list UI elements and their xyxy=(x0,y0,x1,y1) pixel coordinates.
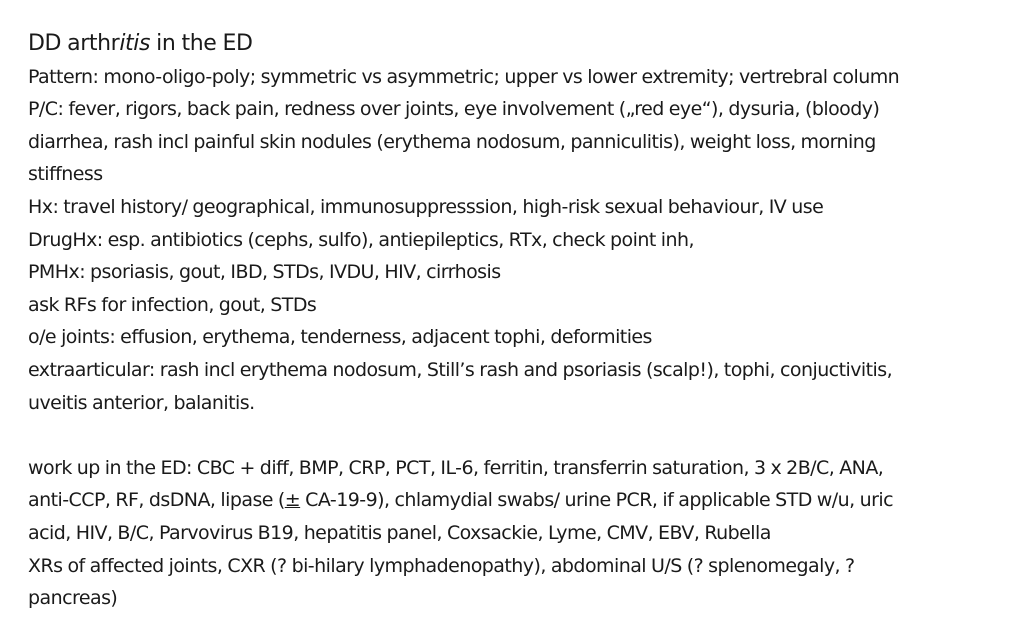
hx-section xyxy=(28,191,1018,224)
hx-text: : travel history/ geographical, immunosuppresssion, high-risk sexual behaviour, IV use xyxy=(52,195,824,218)
workup-label: work up in the ED xyxy=(28,456,187,479)
pmhx-label: PMHx xyxy=(28,261,80,284)
pc-text-1: : fever, rigors, back pain, redness over joints, eye involvement („red eye“), dysuria, (bloody) xyxy=(57,98,880,121)
document xyxy=(28,28,1018,615)
drughx-label: DrugHx xyxy=(28,228,97,251)
extraarticular-section xyxy=(28,354,1018,419)
hx-label: Hx xyxy=(28,195,53,218)
title-prefix: DD arthr xyxy=(28,31,120,56)
pc-section xyxy=(28,93,1018,191)
oe-text: joints: effusion, erythema, tenderness, adjacent tophi, deformities xyxy=(56,326,652,349)
workup-text-2-pre: anti-CCP, RF, dsDNA, lipase ( xyxy=(28,489,285,512)
ask-suffix: s for infection, gout, STDs xyxy=(86,293,317,316)
pc-text-2: diarrhea, rash incl painful skin nodules (erythema nodosum, panniculitis), weight loss, morning xyxy=(28,130,876,153)
ask-section xyxy=(28,289,1018,322)
workup-text-3: acid, HIV, B/C, Parvovirus B19, hepatitis panel, Coxsackie, Lyme, CMV, EBV, Rubella xyxy=(28,521,771,544)
workup-text-2-post: CA-19-9), chlamydial swabs/ urine PCR, if applicable STD w/u, uric xyxy=(300,489,893,512)
oe-label: o/e xyxy=(28,326,57,349)
ask-label: RF xyxy=(63,293,87,316)
pmhx-text: : psoriasis, gout, IBD, STDs, IVDU, HIV, cirrhosis xyxy=(79,261,501,284)
pc-text-3: stiffness xyxy=(28,163,103,186)
extra-text-2: uveitis anterior, balanitis. xyxy=(28,391,255,414)
pattern-text: : mono-oligo-poly; symmetric vs asymmetric; upper vs lower extremity; vertrebral column xyxy=(92,65,900,88)
oe-section xyxy=(28,321,1018,354)
blank-line xyxy=(28,419,1018,452)
pmhx-section xyxy=(28,256,1018,289)
workup-section xyxy=(28,452,1018,550)
extra-text-1: extraarticular: rash incl erythema nodosum, Still’s rash and psoriasis (scalp!), tophi, conjuctivitis, xyxy=(28,358,893,381)
drughx-text: : esp. antibiotics (cephs, sulfo), antiepileptics, RTx, check point inh, xyxy=(96,228,694,251)
xr-section xyxy=(28,550,1018,615)
title-italic: itis xyxy=(119,31,151,56)
document-title xyxy=(28,28,1018,61)
pattern-section xyxy=(28,61,1018,94)
workup-text-1: : CBC + diff, BMP, CRP, PCT, IL-6, ferritin, transferrin saturation, 3 x 2B/C, ANA, xyxy=(186,456,884,479)
xr-text-1: XRs of affected joints, CXR (? bi-hilary lymphadenopathy), abdominal U/S (? splenomegaly, ? xyxy=(28,554,855,577)
pattern-label: Pattern xyxy=(28,65,93,88)
drughx-section xyxy=(28,224,1018,257)
xr-text-2: pancreas) xyxy=(28,587,118,610)
title-suffix: in the ED xyxy=(150,31,253,56)
plus-minus-symbol: ± xyxy=(284,489,301,512)
ask-prefix: ask xyxy=(28,293,64,316)
pc-label: P/C xyxy=(28,98,58,121)
